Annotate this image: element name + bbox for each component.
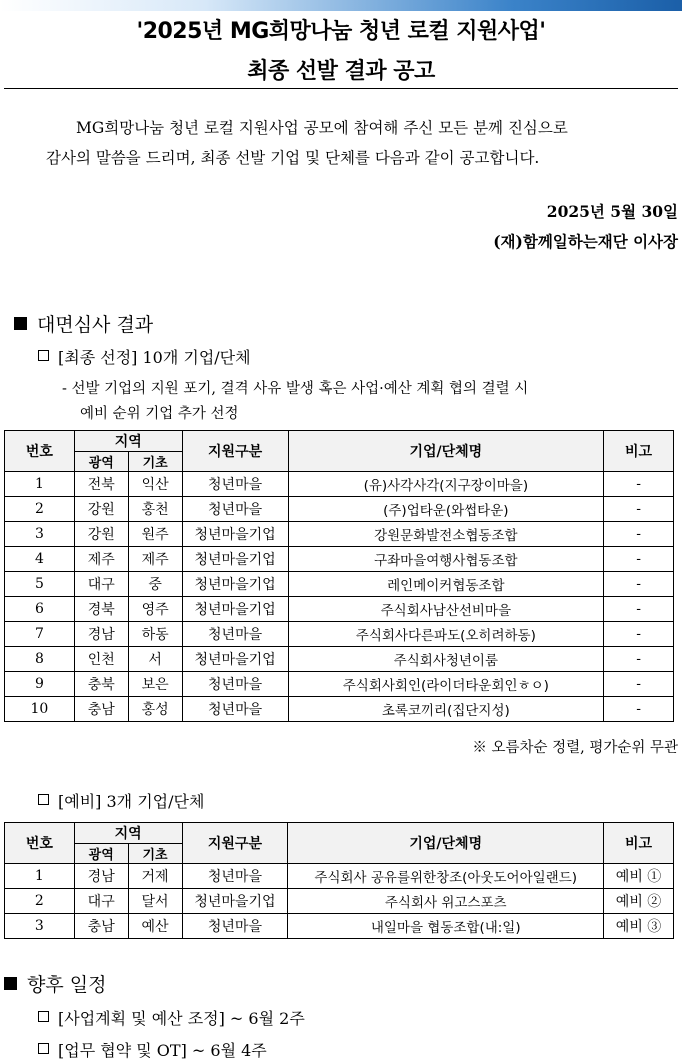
sort-footnote: ※ 오름차순 정렬, 평가순위 무관 [472,740,678,756]
cell-region-wide: 충북 [74,672,128,697]
schedule-item-2: [업무 협약 및 OT] ~ 6월 4주 [38,1038,267,1061]
cell-support-type: 청년마을기업 [182,522,288,547]
cell-remark: - [604,522,674,547]
cell-org-name: 주식회사남산선비마을 [288,597,604,622]
col-header-region: 지역 [74,823,182,844]
cell-support-type: 청년마을 [182,697,288,722]
table-row [5,647,674,672]
cell-region-base: 익산 [128,472,182,497]
intro-line2: 감사의 말씀을 드리며, 최종 선발 기업 및 단체를 다음과 같이 공고합니다. [46,149,540,167]
cell-remark: - [604,647,674,672]
section-heading-schedule: 향후 일정 [4,970,106,997]
col-header-name: 기업/단체명 [288,431,604,472]
cell-region-base: 홍성 [128,697,182,722]
cell-region-wide: 경북 [74,597,128,622]
cell-region-wide: 충남 [74,697,128,722]
table-row [5,547,674,572]
cell-remark: 예비 ① [604,864,674,889]
cell-row-number: 6 [5,597,75,622]
table-row [5,522,674,547]
page-title-line2: 최종 선발 결과 공고 [247,59,435,84]
cell-support-type: 청년마을기업 [182,597,288,622]
col-header-region-wide: 광역 [74,844,128,864]
cell-org-name: 주식회사다른파도(오히려하동) [288,622,604,647]
cell-remark: - [604,497,674,522]
cell-region-wide: 경남 [74,622,128,647]
cell-region-wide: 강원 [74,497,128,522]
cell-org-name: 주식회사 공유를위한창조(아웃도어아일랜드) [288,864,604,889]
cell-org-name: 구좌마을여행사협동조합 [288,547,604,572]
cell-support-type: 청년마을기업 [182,572,288,597]
table-row [5,622,674,647]
cell-support-type: 청년마을 [182,864,288,889]
cell-row-number: 2 [5,889,75,914]
cell-org-name: 주식회사 위고스포츠 [288,889,604,914]
cell-row-number: 10 [5,697,75,722]
cell-support-type: 청년마을 [182,497,288,522]
table-row [5,472,674,497]
cell-region-base: 영주 [128,597,182,622]
col-header-remark: 비고 [604,431,674,472]
table-row [5,597,674,622]
cell-region-base: 홍천 [128,497,182,522]
cell-region-base: 원주 [128,522,182,547]
reserve-selection-table [4,822,674,939]
cell-support-type: 청년마을기업 [182,889,288,914]
table-row [5,914,674,939]
cell-support-type: 청년마을 [182,672,288,697]
cell-org-name: 내일마을 협동조합(내:일) [288,914,604,939]
cell-remark: - [604,672,674,697]
cell-region-wide: 충남 [74,914,128,939]
cell-region-base: 보은 [128,672,182,697]
cell-region-base: 제주 [128,547,182,572]
cell-region-wide: 제주 [74,547,128,572]
cell-org-name: 레인메이커협동조합 [288,572,604,597]
cell-region-wide: 대구 [74,889,128,914]
schedule-item-1: [사업계획 및 예산 조정] ~ 6월 2주 [38,1006,305,1029]
section-heading-interview: 대면심사 결과 [14,310,153,337]
col-header-name: 기업/단체명 [288,823,604,864]
selection-note-line1: - 선발 기업의 지원 포기, 결격 사유 발생 혹은 사업·예산 계획 협의 결렬 시 [62,381,529,397]
cell-remark: 예비 ② [604,889,674,914]
col-header-no: 번호 [5,823,75,864]
cell-row-number: 3 [5,914,75,939]
cell-region-base: 달서 [128,889,182,914]
reserve-selection-label: [예비] 3개 기업/단체 [38,789,204,812]
cell-row-number: 7 [5,622,75,647]
cell-region-wide: 경남 [74,864,128,889]
cell-row-number: 9 [5,672,75,697]
checkbox-bullet-icon [38,794,49,805]
checkbox-bullet-icon [38,1043,49,1054]
cell-row-number: 1 [5,864,75,889]
cell-remark: - [604,597,674,622]
table-row [5,672,674,697]
cell-org-name: 주식회사회인(라이더타운회인ㅎㅇ) [288,672,604,697]
intro-line1: MG희망나눔 청년 로컬 지원사업 공모에 참여해 주신 모든 분께 진심으로 [76,119,568,137]
cell-region-wide: 인천 [74,647,128,672]
cell-org-name: (주)업타운(와썹타운) [288,497,604,522]
cell-support-type: 청년마을 [182,914,288,939]
cell-remark: - [604,472,674,497]
cell-row-number: 1 [5,472,75,497]
col-header-region-base: 기초 [128,452,182,472]
col-header-type: 지원구분 [182,823,288,864]
table-row [5,497,674,522]
page-title-line1: '2025년 MG희망나눔 청년 로컬 지원사업' [136,19,546,44]
cell-support-type: 청년마을기업 [182,547,288,572]
cell-row-number: 2 [5,497,75,522]
cell-region-wide: 전북 [74,472,128,497]
col-header-type: 지원구분 [182,431,288,472]
cell-row-number: 3 [5,522,75,547]
cell-org-name: 초록코끼리(집단지성) [288,697,604,722]
announcement-date: 2025년 5월 30일 [546,202,678,221]
checkbox-bullet-icon [38,1011,49,1022]
final-selection-table [4,430,674,722]
cell-remark: 예비 ③ [604,914,674,939]
cell-region-base: 서 [128,647,182,672]
cell-region-wide: 강원 [74,522,128,547]
cell-org-name: (유)사각사각(지구장이마을) [288,472,604,497]
title-divider [4,88,678,89]
cell-row-number: 5 [5,572,75,597]
cell-region-base: 중 [128,572,182,597]
cell-remark: - [604,547,674,572]
header-gradient-bar [0,0,682,11]
cell-row-number: 8 [5,647,75,672]
checkbox-bullet-icon [38,350,49,361]
cell-row-number: 4 [5,547,75,572]
col-header-region-base: 기초 [128,844,182,864]
final-selection-label: [최종 선정] 10개 기업/단체 [38,345,251,368]
table-row [5,697,674,722]
col-header-region-wide: 광역 [74,452,128,472]
cell-region-wide: 대구 [74,572,128,597]
col-header-remark: 비고 [604,823,674,864]
cell-support-type: 청년마을 [182,472,288,497]
cell-remark: - [604,572,674,597]
cell-support-type: 청년마을기업 [182,647,288,672]
cell-support-type: 청년마을 [182,622,288,647]
cell-org-name: 주식회사청년이룸 [288,647,604,672]
cell-region-base: 거제 [128,864,182,889]
cell-remark: - [604,622,674,647]
cell-region-base: 예산 [128,914,182,939]
table-row [5,864,674,889]
table-row [5,572,674,597]
issuer: (재)함께일하는재단 이사장 [493,232,678,251]
col-header-no: 번호 [5,431,75,472]
table-row [5,889,674,914]
cell-remark: - [604,697,674,722]
col-header-region: 지역 [74,431,182,452]
cell-region-base: 하동 [128,622,182,647]
selection-note-line2: 예비 순위 기업 추가 선정 [80,406,239,422]
black-square-icon [4,977,17,990]
cell-org-name: 강원문화발전소협동조합 [288,522,604,547]
black-square-icon [14,317,27,330]
